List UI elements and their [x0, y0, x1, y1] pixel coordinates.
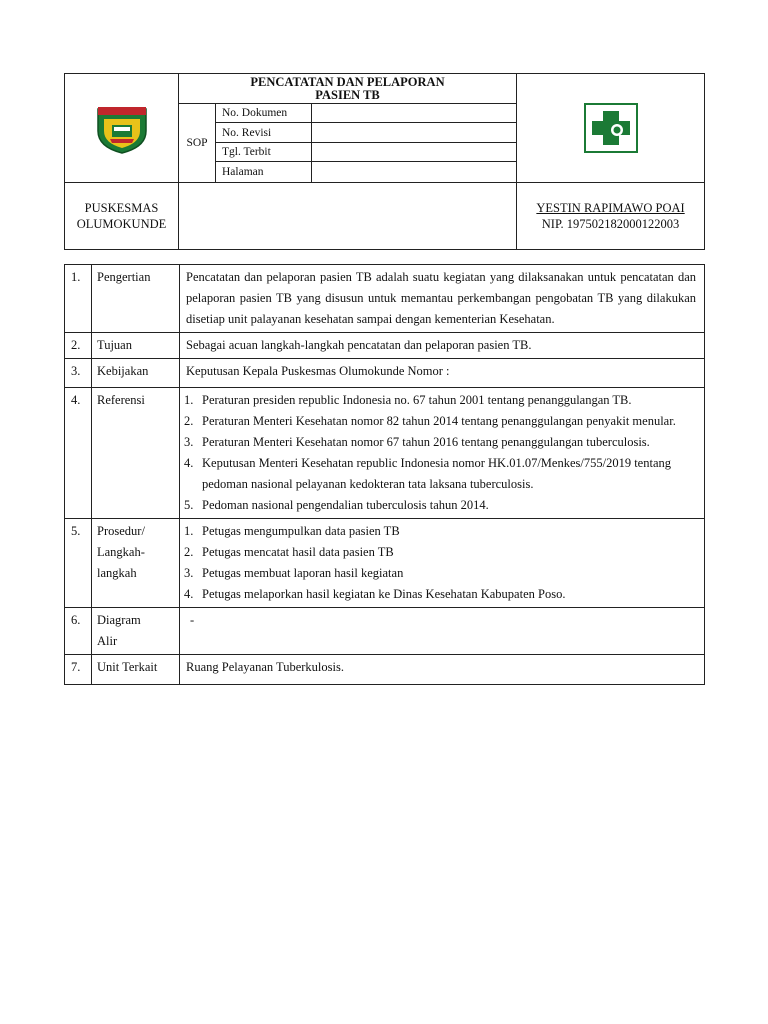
list-item: 3. Petugas membuat laporan hasil kegiatan [184, 566, 404, 580]
row-number: 3. [65, 359, 92, 388]
signatory [517, 183, 705, 250]
list-item: 4. Petugas melaporkan hasil kegiatan ke Dinas Kesehatan Kabupaten Poso. [184, 587, 566, 601]
title-line-2: PASIEN TB [315, 87, 380, 102]
sop-content-table [64, 264, 705, 685]
list-item: 1. Peraturan presiden republic Indonesia no. 67 tahun 2001 tentang penanggulangan TB. [184, 393, 632, 407]
sop-header-table [64, 73, 705, 250]
kebijakan-text: Keputusan Kepala Puskesmas Olumokunde Nomor : [180, 359, 705, 388]
field-value-tgl-terbit [312, 143, 517, 162]
tujuan-text: Sebagai acuan langkah-langkah pencatatan dan pelaporan pasien TB. [180, 333, 705, 359]
table-row [65, 388, 705, 519]
health-logo-cell [517, 74, 705, 183]
table-row [65, 608, 705, 655]
field-label-no-dokumen: No. Dokumen [216, 104, 312, 123]
field-label-tgl-terbit: Tgl. Terbit [216, 143, 312, 162]
signer-nip: NIP. 197502182000122003 [541, 217, 680, 231]
prosedur-list [180, 519, 705, 608]
table-row [65, 333, 705, 359]
table-row [65, 655, 705, 685]
list-item: 5. Pedoman nasional pengendalian tuberculosis tahun 2014. [184, 498, 489, 512]
empty-middle-cell [179, 183, 517, 250]
list-item: 2. Peraturan Menteri Kesehatan nomor 82 tahun 2014 tentang penanggulangan penyakit menular. [184, 414, 676, 428]
puskesmas-line-2: OLUMOKUNDE [76, 217, 167, 231]
referensi-list [180, 388, 705, 519]
row-label: Referensi [92, 388, 180, 519]
row-number: 6. [65, 608, 92, 655]
list-item: 1. Petugas mengumpulkan data pasien TB [184, 524, 400, 538]
field-value-halaman [312, 162, 517, 183]
table-row [65, 519, 705, 608]
row-number: 5. [65, 519, 92, 608]
row-number: 1. [65, 265, 92, 333]
title-line-1: PENCATATAN DAN PELAPORAN [250, 74, 445, 89]
list-item: 3. Peraturan Menteri Kesehatan nomor 67 tahun 2016 tentang penanggulangan tuberculosis. [184, 435, 650, 449]
puskesmas-line-1: PUSKESMAS [84, 201, 159, 215]
row-label: Prosedur/ Langkah- langkah [92, 519, 180, 608]
row-label: Pengertian [92, 265, 180, 333]
document-title [179, 74, 517, 104]
field-label-no-revisi: No. Revisi [216, 123, 312, 143]
diagram-alir-text: - [180, 608, 705, 655]
row-label: Diagram Alir [92, 608, 180, 655]
sop-label: SOP [179, 104, 216, 183]
signer-name: YESTIN RAPIMAWO POAI [536, 201, 685, 215]
table-row [65, 359, 705, 388]
field-label-halaman: Halaman [216, 162, 312, 183]
field-value-no-revisi [312, 123, 517, 143]
row-label: Unit Terkait [92, 655, 180, 685]
pengertian-text: Pencatatan dan pelaporan pasien TB adalah suatu kegiatan yang dilaksanakan untuk pencatatan dan pelaporan pasien TB yang disusun untuk memantau perkembangan pengobatan TB yang dilakukan disetiap unit palayanan kesehatan sampai dengan kementerian Kesehatan. [180, 265, 705, 333]
puskesmas-cross-logo [583, 102, 639, 154]
row-label: Kebijakan [92, 359, 180, 388]
row-number: 7. [65, 655, 92, 685]
table-row [65, 265, 705, 333]
row-label: Tujuan [92, 333, 180, 359]
poso-regency-logo [92, 101, 152, 155]
field-value-no-dokumen [312, 104, 517, 123]
row-number: 2. [65, 333, 92, 359]
regency-logo-cell [65, 74, 179, 183]
puskesmas-name [65, 183, 179, 250]
list-item: 4. Keputusan Menteri Kesehatan republic Indonesia nomor HK.01.07/Menkes/755/2019 tentang pedoman nasional pelayanan kedokteran tata laksana tuberculosis. [184, 456, 671, 491]
row-number: 4. [65, 388, 92, 519]
unit-terkait-text: Ruang Pelayanan Tuberkulosis. [180, 655, 705, 685]
list-item: 2. Petugas mencatat hasil data pasien TB [184, 545, 394, 559]
